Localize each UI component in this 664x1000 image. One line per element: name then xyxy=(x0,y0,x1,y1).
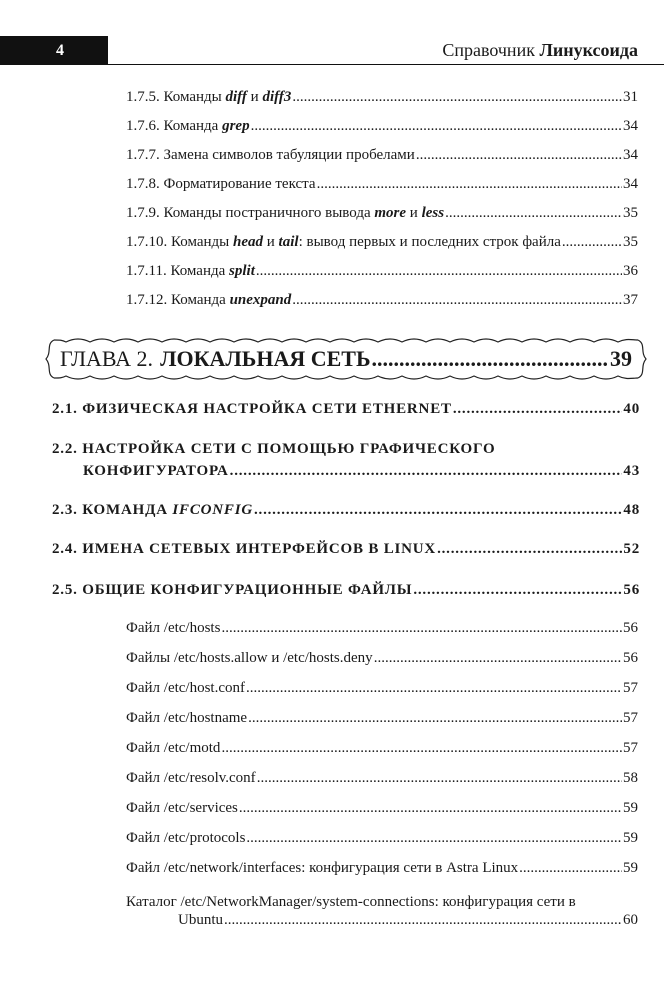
toc-section-2-1[interactable] xyxy=(52,401,640,418)
toc-file-title: Файл /etc/services xyxy=(126,800,238,816)
toc-file-entry[interactable] xyxy=(126,650,638,667)
toc-page-number: 56 xyxy=(623,620,638,636)
dot-leader xyxy=(246,680,622,697)
running-title-bold: Линуксоида xyxy=(539,40,638,60)
toc-file-entry[interactable] xyxy=(126,710,638,727)
toc-entry-title: 1.7.11. Команда split xyxy=(126,263,255,279)
toc-file-title: Файл /etc/host.conf xyxy=(126,680,245,696)
chapter-label: ГЛАВА 2. xyxy=(60,346,154,371)
toc-entry-1-7-12[interactable] xyxy=(126,292,638,309)
toc-file-title: Файл /etc/motd xyxy=(126,740,221,756)
toc-entry-1-7-10[interactable] xyxy=(126,234,638,251)
toc-page-number: 59 xyxy=(623,830,638,846)
toc-file-title: Файлы /etc/hosts.allow и /etc/hosts.deny xyxy=(126,650,373,666)
page-number: 4 xyxy=(56,42,64,59)
toc-page-number: 34 xyxy=(623,176,638,192)
toc-entry-title: 1.7.8. Форматирование текста xyxy=(126,176,316,192)
toc-entry-title: 1.7.7. Замена символов табуляции пробелами xyxy=(126,147,415,163)
toc-entry-1-7-11[interactable] xyxy=(126,263,638,280)
toc-file-entry[interactable] xyxy=(126,860,638,877)
toc-file-title: Файл /etc/hosts xyxy=(126,620,221,636)
toc-file-entry[interactable] xyxy=(126,680,638,697)
toc-page-number: 57 xyxy=(623,680,638,696)
toc-page-number: 56 xyxy=(623,650,638,666)
toc-page-number: 58 xyxy=(623,770,638,786)
toc-entry-title: 1.7.10. Команды head и tail: вывод первых и последних строк файла xyxy=(126,234,561,250)
dot-leader xyxy=(453,401,623,418)
dot-leader xyxy=(246,830,622,847)
toc-page-number: 43 xyxy=(623,463,640,479)
toc-entry-title: 1.7.9. Команды постраничного вывода more и less xyxy=(126,205,445,221)
toc-section-title-line2-row xyxy=(83,463,640,480)
toc-section-2-4[interactable] xyxy=(52,541,640,558)
dot-leader xyxy=(292,89,622,106)
toc-page-number: 60 xyxy=(623,912,638,928)
dot-leader xyxy=(224,912,622,929)
toc-page-number: 35 xyxy=(623,234,638,250)
dot-leader xyxy=(221,740,622,757)
toc-entry-title: 1.7.5. Команды diff и diff3 xyxy=(126,89,292,105)
toc-file-entry[interactable] xyxy=(126,830,638,847)
toc-section-2-3[interactable] xyxy=(52,502,640,519)
dot-leader xyxy=(437,541,622,558)
toc-section-title-line1: 2.2. НАСТРОЙКА СЕТИ С ПОМОЩЬЮ ГРАФИЧЕСКОГО xyxy=(52,441,496,457)
toc-page-number: 31 xyxy=(623,89,638,105)
dot-leader xyxy=(413,582,622,599)
toc-entry-title: 1.7.12. Команда unexpand xyxy=(126,292,292,308)
toc-file-entry[interactable] xyxy=(126,740,638,757)
toc-file-title: Файл /etc/hostname xyxy=(126,710,248,726)
toc-entry-title: 1.7.6. Команда grep xyxy=(126,118,250,134)
toc-page-number: 34 xyxy=(623,118,638,134)
toc-file-entry[interactable] xyxy=(126,770,638,787)
dot-leader xyxy=(251,118,622,135)
toc-entry-1-7-9[interactable] xyxy=(126,205,638,222)
toc-entry-1-7-8[interactable] xyxy=(126,176,638,193)
dot-leader xyxy=(254,502,622,519)
toc-file-title: Файл /etc/resolv.conf xyxy=(126,770,256,786)
dot-leader xyxy=(256,263,622,280)
toc-file-title-line2: Ubuntu xyxy=(178,912,223,928)
toc-page-number: 59 xyxy=(623,800,638,816)
toc-file-entry[interactable] xyxy=(126,620,638,637)
chapter-name: ЛОКАЛЬНАЯ СЕТЬ xyxy=(160,346,371,371)
toc-section-2-5[interactable] xyxy=(52,582,640,599)
toc-section-title: 2.4. ИМЕНА СЕТЕВЫХ ИНТЕРФЕЙСОВ В LINUX xyxy=(52,541,437,557)
dot-leader xyxy=(239,800,622,817)
toc-page-number: 48 xyxy=(623,502,640,518)
toc-file-entry[interactable] xyxy=(126,894,638,929)
toc-file-title-line1: Каталог /etc/NetworkManager/system-connections: конфигурация сети в xyxy=(126,894,576,910)
header-rule xyxy=(108,64,664,65)
page-number-block xyxy=(0,36,108,65)
toc-entry-1-7-6[interactable] xyxy=(126,118,638,135)
toc-page-number: 52 xyxy=(623,541,640,557)
toc-file-entry[interactable] xyxy=(126,800,638,817)
toc-entry-1-7-7[interactable] xyxy=(126,147,638,164)
toc-page-number: 37 xyxy=(623,292,638,308)
page-header xyxy=(0,36,664,66)
dot-leader xyxy=(230,463,623,480)
toc-page-number: 57 xyxy=(623,740,638,756)
toc-page-number: 56 xyxy=(623,582,640,598)
toc-section-2-2[interactable] xyxy=(52,441,640,480)
toc-page-number: 59 xyxy=(623,860,638,876)
dot-leader xyxy=(416,147,622,164)
dot-leader xyxy=(317,176,622,193)
chapter-title-line xyxy=(60,346,632,372)
dot-leader xyxy=(519,860,622,877)
dot-leader xyxy=(221,620,622,637)
toc-entry-1-7-5[interactable] xyxy=(126,89,638,106)
toc-page-number: 36 xyxy=(623,263,638,279)
toc-section-title-line2: КОНФИГУРАТОРА xyxy=(83,463,229,479)
running-title-plain: Справочник xyxy=(442,40,540,60)
dot-leader xyxy=(374,650,622,667)
dot-leader xyxy=(562,234,622,251)
chapter-page-number: 39 xyxy=(610,346,632,371)
dot-leader xyxy=(445,205,622,222)
toc-file-title: Файл /etc/protocols xyxy=(126,830,246,846)
toc-section-title: 2.1. ФИЗИЧЕСКАЯ НАСТРОЙКА СЕТИ ETHERNET xyxy=(52,401,452,417)
toc-page-number: 35 xyxy=(623,205,638,221)
running-title xyxy=(442,40,638,61)
chapter-banner[interactable] xyxy=(40,336,652,382)
toc-page-number: 34 xyxy=(623,147,638,163)
toc-section-title: 2.5. ОБЩИЕ КОНФИГУРАЦИОННЫЕ ФАЙЛЫ xyxy=(52,582,413,598)
dot-leader xyxy=(248,710,622,727)
toc-page-number: 57 xyxy=(623,710,638,726)
dot-leader xyxy=(257,770,622,787)
dot-leader xyxy=(292,292,622,309)
dot-leader xyxy=(372,346,609,372)
toc-file-title-line2-row xyxy=(178,912,638,929)
toc-section-title: 2.3. КОМАНДА IFCONFIG xyxy=(52,502,253,518)
toc-file-title: Файл /etc/network/interfaces: конфигурация сети в Astra Linux xyxy=(126,860,519,876)
toc-page-number: 40 xyxy=(623,401,640,417)
